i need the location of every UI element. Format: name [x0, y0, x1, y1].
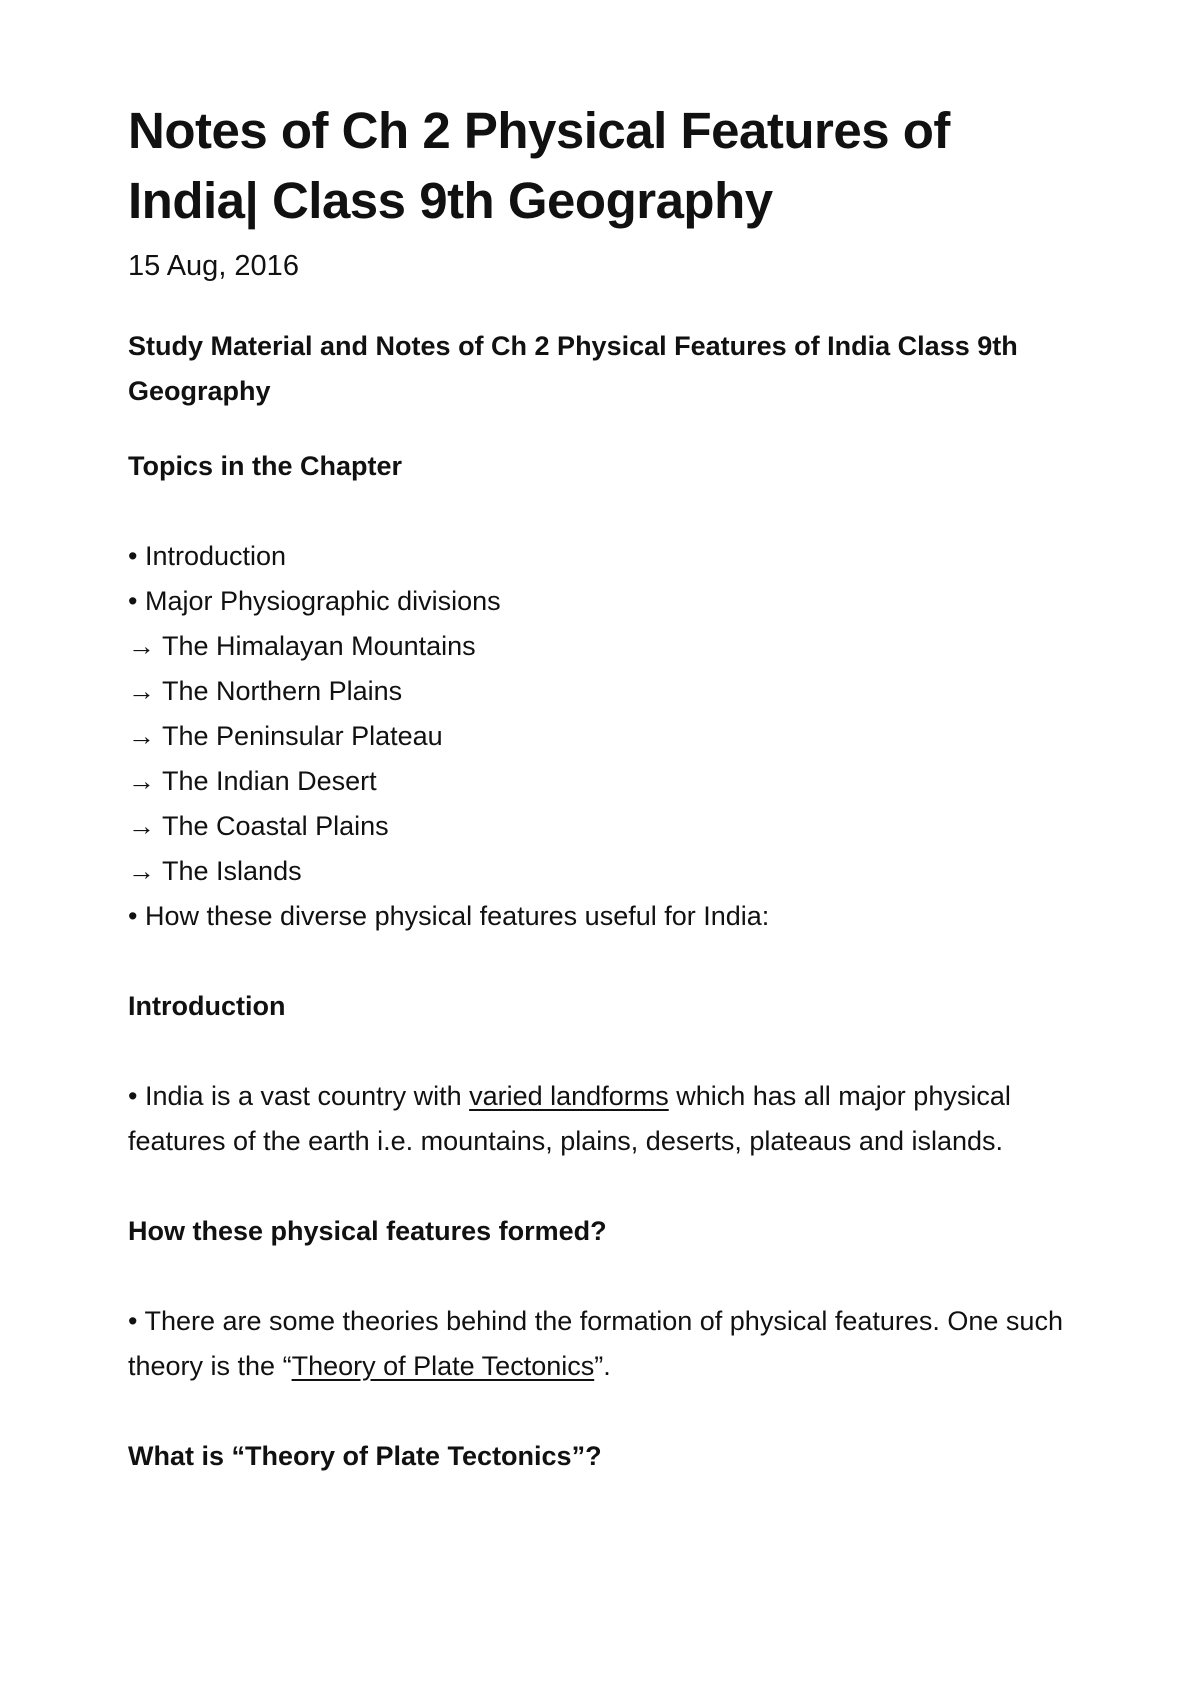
- bullet-icon: •: [128, 1081, 138, 1111]
- topic-label: Introduction: [144, 541, 287, 571]
- formation-text-end: ”.: [594, 1351, 611, 1381]
- bullet-icon: •: [128, 586, 138, 616]
- topic-item: [128, 714, 1088, 759]
- arrow-right-icon: →: [128, 676, 155, 706]
- topic-item: [128, 804, 1088, 849]
- post-date: 15 Aug, 2016: [128, 250, 299, 282]
- topic-item: [128, 579, 1088, 624]
- page-title: Notes of Ch 2 Physical Features of India| Class 9th Geography: [128, 102, 950, 229]
- topic-label: Major Physiographic divisions: [144, 586, 501, 616]
- bullet-icon: •: [128, 1306, 138, 1336]
- introduction-paragraph: [128, 1074, 1088, 1164]
- bullet-icon: •: [128, 541, 138, 571]
- article-subtitle: Study Material and Notes of Ch 2 Physical Features of India Class 9th Geography: [128, 331, 1018, 406]
- topic-label: The Islands: [162, 856, 302, 886]
- bullet-icon: •: [128, 901, 138, 931]
- arrow-right-icon: →: [128, 631, 155, 661]
- topic-label: The Northern Plains: [162, 676, 403, 706]
- introduction-heading: Introduction: [128, 991, 286, 1021]
- formation-paragraph: [128, 1299, 1088, 1389]
- arrow-right-icon: →: [128, 811, 155, 841]
- topic-item: [128, 894, 1088, 939]
- topics-heading: Topics in the Chapter: [128, 451, 403, 481]
- topic-item: [128, 534, 1088, 579]
- topic-item: [128, 849, 1088, 894]
- topic-label: The Coastal Plains: [162, 811, 389, 841]
- topic-item: [128, 624, 1088, 669]
- topic-item: [128, 669, 1088, 714]
- topic-label: The Peninsular Plateau: [162, 721, 443, 751]
- topic-label: The Indian Desert: [162, 766, 377, 796]
- varied-landforms-link[interactable]: varied landforms: [469, 1081, 669, 1111]
- arrow-right-icon: →: [128, 856, 155, 886]
- topic-label: How these diverse physical features useful for India:: [144, 901, 770, 931]
- plate-tectonics-link[interactable]: Theory of Plate Tectonics: [291, 1351, 595, 1381]
- topic-item: [128, 759, 1088, 804]
- arrow-right-icon: →: [128, 766, 155, 796]
- formation-heading: How these physical features formed?: [128, 1216, 607, 1246]
- introduction-text-start: India is a vast country with: [137, 1081, 470, 1111]
- topic-label: The Himalayan Mountains: [162, 631, 476, 661]
- introduction-text-end: which has all major physical features of the earth i.e. mountains, plains, deserts, plateaus and islands.: [128, 1081, 1011, 1156]
- article: [128, 96, 1088, 1479]
- arrow-right-icon: →: [128, 721, 155, 751]
- plate-tectonics-heading: What is “Theory of Plate Tectonics”?: [128, 1441, 602, 1471]
- topics-list: [128, 534, 1088, 939]
- formation-text-start: There are some theories behind the formation of physical features. One such theory is the “: [128, 1306, 1063, 1381]
